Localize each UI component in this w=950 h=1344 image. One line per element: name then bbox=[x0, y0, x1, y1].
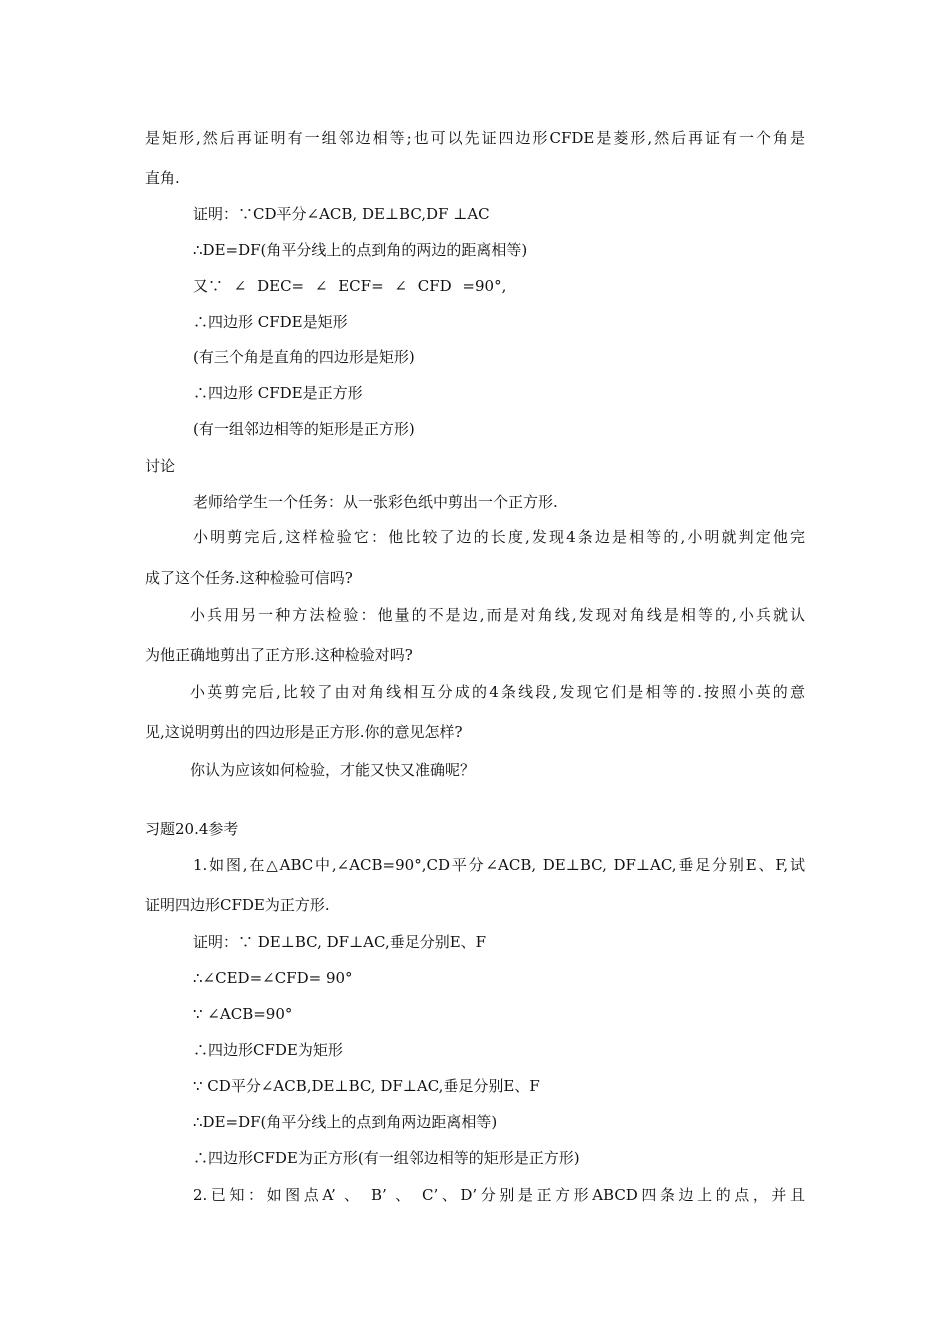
text-line: 老师给学生一个任务：从一张彩色纸中剪出一个正方形. bbox=[193, 493, 558, 511]
proof-line: (有一组邻边相等的矩形是正方形) bbox=[193, 420, 415, 438]
text-line: 直角. bbox=[145, 169, 180, 187]
exercise-text: 1.如图,在△ABC中,∠ACB=90°,CD平分∠ACB, DE⊥BC, DF⊥AC,垂足分别E、F,试 bbox=[193, 856, 805, 874]
proof-line: (有三个角是直角的四边形是矩形) bbox=[193, 348, 415, 366]
proof-line: ∴四边形CFDE为矩形 bbox=[193, 1041, 343, 1059]
text-line: 小明剪完后,这样检验它：他比较了边的长度,发现4条边是相等的,小明就判定他完 bbox=[193, 528, 805, 546]
text-line: 见,这说明剪出的四边形是正方形.你的意见怎样? bbox=[145, 723, 463, 741]
proof-line: ∴DE=DF(角平分线上的点到角的两边的距离相等) bbox=[193, 241, 528, 259]
section-heading: 习题20.4参考 bbox=[145, 820, 239, 838]
text-line: 小兵用另一种方法检验：他量的不是边,而是对角线,发现对角线是相等的,小兵就认 bbox=[190, 606, 805, 624]
proof-line: 又∵ ∠ DEC= ∠ ECF= ∠ CFD =90°, bbox=[193, 277, 507, 295]
proof-line: ∴四边形 CFDE是正方形 bbox=[193, 384, 363, 402]
proof-line: ∴四边形CFDE为正方形(有一组邻边相等的矩形是正方形) bbox=[193, 1149, 580, 1167]
proof-line: ∵ ∠ACB=90° bbox=[193, 1005, 293, 1023]
text-line: 成了这个任务.这种检验可信吗? bbox=[145, 569, 353, 587]
proof-line: ∴DE=DF(角平分线上的点到角两边距离相等) bbox=[193, 1113, 498, 1131]
proof-line: ∴四边形 CFDE是矩形 bbox=[193, 313, 348, 331]
text-line: 是矩形,然后再证明有一组邻边相等;也可以先证四边形CFDE是菱形,然后再证有一个角是 bbox=[145, 129, 805, 147]
proof-line: 证明：∵CD平分∠ACB, DE⊥BC,DF ⊥AC bbox=[193, 205, 490, 223]
proof-line: ∴∠CED=∠CFD= 90° bbox=[193, 969, 353, 987]
text-line: 小英剪完后,比较了由对角线相互分成的4条线段,发现它们是相等的.按照小英的意 bbox=[190, 683, 805, 701]
section-heading: 讨论 bbox=[145, 457, 176, 475]
text-line: 为他正确地剪出了正方形.这种检验对吗? bbox=[145, 646, 413, 664]
exercise-text: 2.已知：如图点A’ 、 B’ 、 C’、D’分别是正方形ABCD四条边上的点，并且 bbox=[193, 1186, 805, 1204]
text-line: 你认为应该如何检验，才能又快又准确呢？ bbox=[190, 761, 476, 779]
proof-line: ∵ CD平分∠ACB,DE⊥BC, DF⊥AC,垂足分别E、F bbox=[193, 1077, 540, 1095]
exercise-text: 证明四边形CFDE为正方形. bbox=[145, 896, 330, 914]
proof-line: 证明：∵ DE⊥BC, DF⊥AC,垂足分别E、F bbox=[193, 933, 487, 951]
